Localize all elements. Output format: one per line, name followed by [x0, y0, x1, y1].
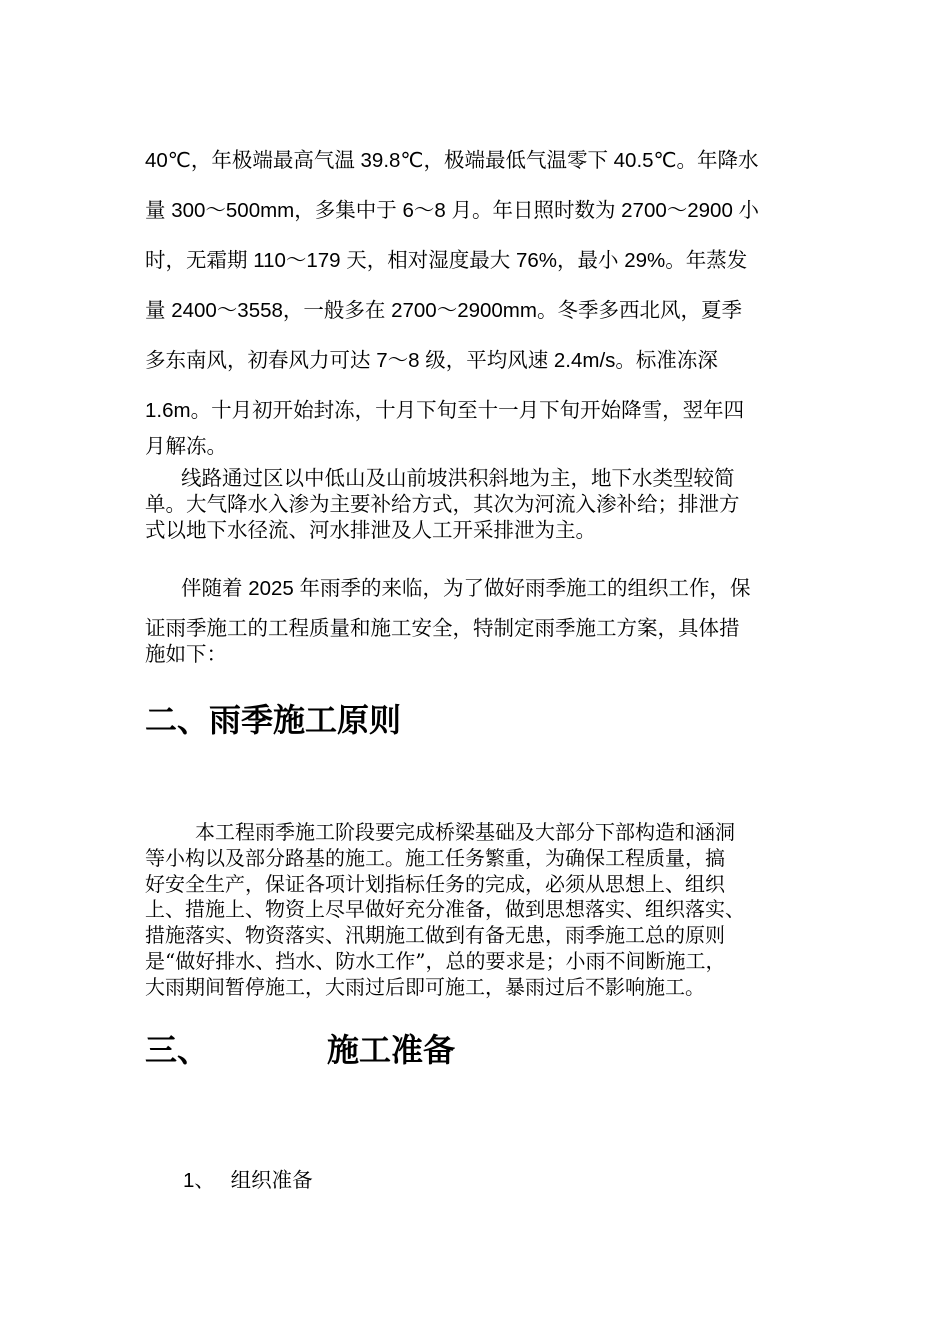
paragraph-line: 是“做好排水、挡水、防水工作”，总的要求是；小雨不间断施工， — [145, 948, 726, 973]
principle-paragraph — [145, 820, 815, 1001]
paragraph-line: 好安全生产，保证各项计划指标任务的完成，必须从思想上、组织 — [145, 871, 725, 896]
paragraph-line: 大雨期间暂停施工，大雨过后即可施工，暴雨过后不影响施工。 — [145, 974, 705, 999]
paragraph-line: 等小构以及部分路基的施工。施工任务繁重，为确保工程质量，搞 — [145, 845, 725, 870]
paragraph-line: 1.6m。十月初开始封冻，十月下旬至十一月下旬开始降雪，翌年四 — [145, 399, 745, 422]
paragraph-line: 本工程雨季施工阶段要完成桥梁基础及大部分下部构造和涵洞 — [195, 820, 735, 844]
geology-paragraph — [145, 466, 815, 544]
paragraph-line: 时，无霜期 110～179 天，相对湿度最大 76%，最小 29%。年蒸发 — [145, 249, 748, 272]
paragraph-line: 式以地下水径流、河水排泄及人工开采排泄为主。 — [145, 519, 596, 542]
paragraph-line: 单。大气降水入渗为主要补给方式，其次为河流入渗补给；排泄方 — [145, 493, 740, 516]
heading-number: 三、 — [145, 1031, 210, 1069]
paragraph-line: 线路通过区以中低山及山前坡洪积斜地为主，地下水类型较简 — [181, 467, 735, 490]
paragraph-line: 施如下： — [145, 643, 227, 666]
paragraph-line: 上、措施上、物资上尽早做好充分准备，做到思想落实、组织落实、 — [145, 897, 745, 922]
paragraph-line: 多东南风，初春风力可达 7～8 级，平均风速 2.4m/s。标准冻深 — [145, 349, 718, 372]
paragraph-line: 量 300～500mm，多集中于 6～8 月。年日照时数为 2700～2900 小 — [145, 199, 760, 222]
climate-paragraph — [145, 136, 815, 465]
paragraph-line: 伴随着 2025 年雨季的来临，为了做好雨季施工的组织工作，保 — [181, 577, 751, 600]
section-heading-3 — [145, 1028, 815, 1072]
paragraph-line: 措施落实、物资落实、汛期施工做到有备无患，雨季施工总的原则 — [145, 923, 725, 948]
intro-paragraph — [145, 576, 815, 668]
heading-text: 施工准备 — [327, 1031, 456, 1069]
subsection-text: 组织准备 — [230, 1169, 313, 1192]
section-heading-2: 二、雨季施工原则 — [145, 701, 402, 739]
paragraph-line: 证雨季施工的工程质量和施工安全，特制定雨季施工方案，具体措 — [145, 617, 740, 640]
paragraph-line: 量 2400～3558，一般多在 2700～2900mm。冬季多西北风，夏季 — [145, 299, 742, 322]
paragraph-line: 40℃，年极端最高气温 39.8℃，极端最低气温零下 40.5℃。年降水 — [145, 149, 759, 172]
subsection-number: 1、 — [183, 1169, 215, 1192]
subsection-heading-1 — [183, 1166, 853, 1196]
paragraph-line: 月解冻。 — [145, 435, 227, 458]
